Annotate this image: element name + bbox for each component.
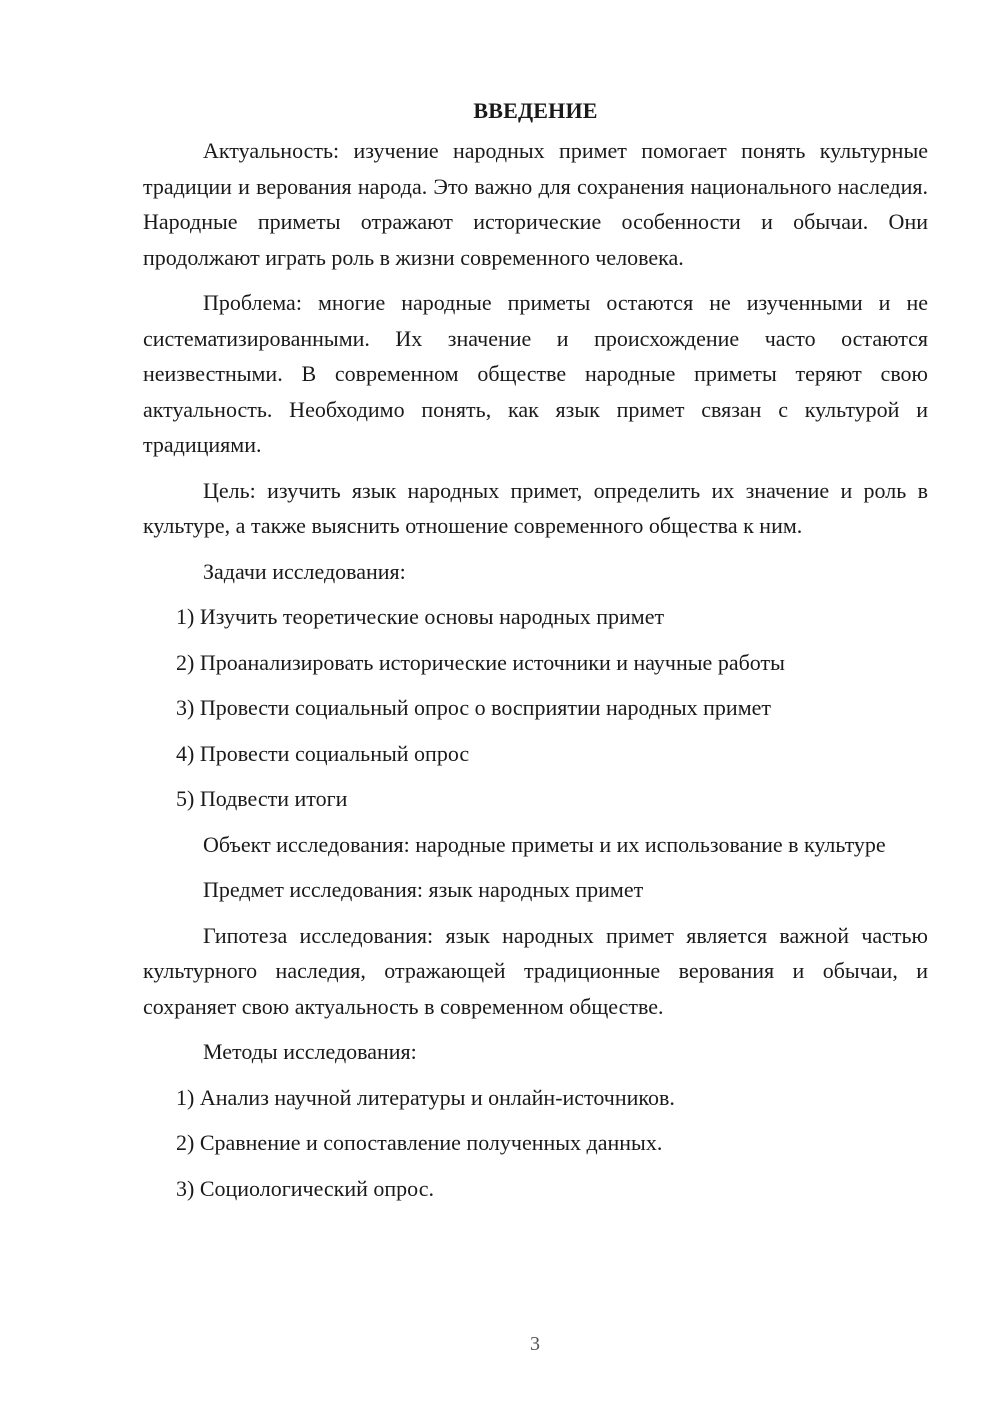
task-item: 1) Изучить теоретические основы народных примет <box>176 604 665 629</box>
method-item: 1) Анализ научной литературы и онлайн-источников. <box>176 1084 675 1110</box>
object-paragraph: Объект исследования: народные приметы и их использование в культуре <box>203 831 886 857</box>
subject-paragraph: Предмет исследования: язык народных примет <box>203 877 644 902</box>
method-item: 2) Сравнение и сопоставление полученных данных. <box>176 1130 663 1155</box>
method-item: 3) Социологический опрос. <box>176 1175 434 1201</box>
task-item: 5) Подвести итоги <box>176 786 348 811</box>
relevance-paragraph: Актуальность: изучение народных примет помогает понять культурные традиции и верования народа. Это важно для сохранения национального наследия. Народные приметы отражают исторические особенности и обычаи. Они продолжают играть роль в жизни современного человека. <box>143 138 928 270</box>
page-number: 3 <box>530 1333 540 1355</box>
tasks-heading: Задачи исследования: <box>203 558 406 584</box>
section-heading: ВВЕДЕНИЕ <box>473 98 598 123</box>
hypothesis-paragraph: Гипотеза исследования: язык народных примет является важной частью культурного наследия, отражающей традиционные верования и обычаи, и сохраняет свою актуальность в современном обществе. <box>143 922 928 1019</box>
goal-paragraph: Цель: изучить язык народных примет, определить их значение и роль в культуре, а также выяснить отношение современного общества к ним. <box>143 477 928 538</box>
task-item: 4) Провести социальный опрос <box>176 740 470 766</box>
methods-heading: Методы исследования: <box>203 1039 417 1064</box>
page-content <box>143 93 928 1216</box>
task-item: 2) Проанализировать исторические источники и научные работы <box>176 649 785 675</box>
problem-paragraph: Проблема: многие народные приметы остаются не изученными и не систематизированными. Их значение и происхождение часто остаются неизвестными. В современном обществе народные приметы теряют свою актуальность. Необходимо понять, как язык примет связан с культурой и традициями. <box>143 290 928 457</box>
task-item: 3) Провести социальный опрос о восприятии народных примет <box>176 695 772 720</box>
